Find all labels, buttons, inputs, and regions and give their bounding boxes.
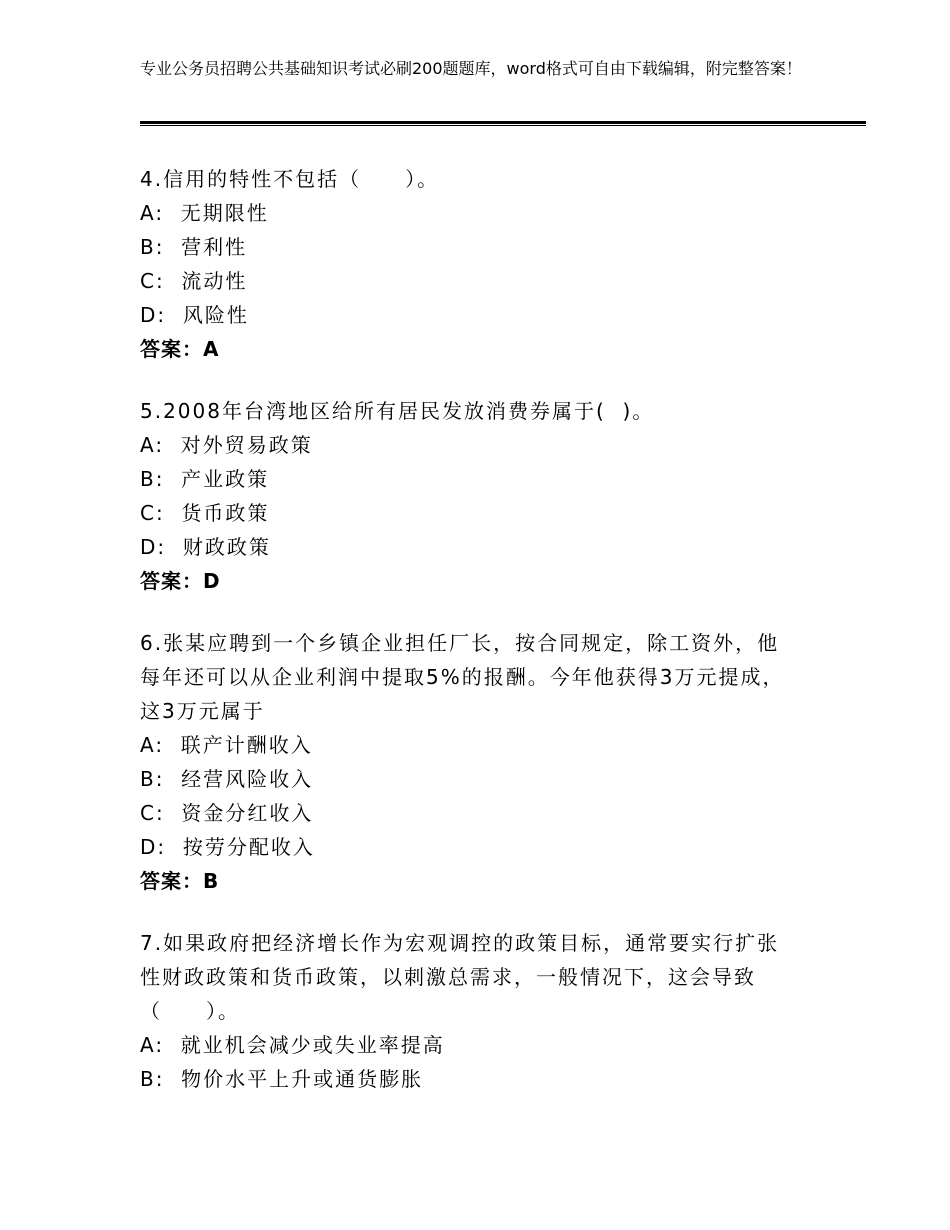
option-d: D: 风险性: [140, 303, 249, 327]
question-4: [140, 162, 800, 366]
option-a: A: 就业机会减少或失业率提高: [140, 1033, 445, 1057]
document-header: 专业公务员招聘公共基础知识考试必刷200题题库，word格式可自由下载编辑，附完整答案！: [140, 59, 802, 78]
header-divider: [140, 121, 866, 126]
option-d: D: 财政政策: [140, 535, 271, 559]
question-text: 4.信用的特性不包括（ ）。: [140, 167, 440, 191]
option-c: C: 货币政策: [140, 501, 270, 525]
question-text: 7.如果政府把经济增长作为宏观调控的政策目标，通常要实行扩张性财政政策和货币政策，以刺激总需求，一般情况下，这会导致（ ）。: [140, 931, 780, 1023]
option-a: A: 对外贸易政策: [140, 433, 313, 457]
answer-label: 答案：B: [140, 869, 220, 893]
question-7: [140, 926, 800, 1096]
option-d: D: 按劳分配收入: [140, 835, 315, 859]
option-b: B: 物价水平上升或通货膨胀: [140, 1067, 424, 1091]
option-a: A: 联产计酬收入: [140, 733, 313, 757]
question-list: [140, 162, 800, 1124]
question-5: [140, 394, 800, 598]
question-text: 6.张某应聘到一个乡镇企业担任厂长，按合同规定，除工资外，他每年还可以从企业利润中提取5%的报酬。今年他获得3万元提成，这3万元属于: [140, 631, 785, 723]
option-c: C: 资金分红收入: [140, 801, 314, 825]
question-text: 5.2008年台湾地区给所有居民发放消费券属于( )。: [140, 399, 655, 423]
option-c: C: 流动性: [140, 269, 248, 293]
question-6: [140, 626, 800, 898]
answer-label: 答案：D: [140, 569, 221, 593]
option-b: B: 经营风险收入: [140, 767, 314, 791]
option-a: A: 无期限性: [140, 201, 269, 225]
option-b: B: 产业政策: [140, 467, 270, 491]
option-b: B: 营利性: [140, 235, 248, 259]
answer-label: 答案：A: [140, 337, 220, 361]
